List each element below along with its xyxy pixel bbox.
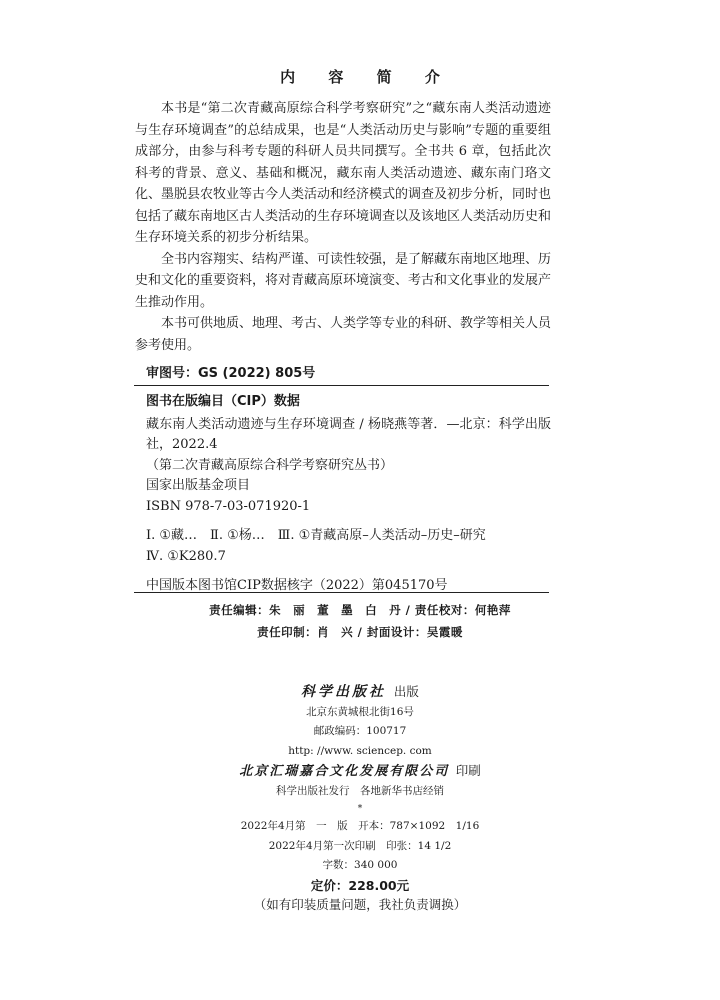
printing-info: 2022年4月第一次印刷 印张：14 1/2	[268, 839, 452, 852]
publisher-postcode: 邮政编码：100717	[313, 725, 407, 737]
cip-classification: Ⅳ. ①K280.7	[146, 548, 226, 564]
cip-isbn: ISBN 978-7-03-071920-1	[146, 498, 311, 514]
distribution: 科学出版社发行 各地新华书店经销	[276, 784, 444, 797]
print-design-line: 责任印制：肖 兴 / 封面设计：吴霞暖	[257, 625, 463, 639]
cip-record-number: 中国版本图书馆CIP数据核字（2022）第045170号	[146, 578, 448, 593]
printer-line	[0, 761, 720, 782]
word-count: 字数：340 000	[322, 859, 398, 871]
printer-name: 北京汇瑞嘉合文化发展有限公司	[239, 764, 450, 779]
publisher-address: 北京东黄城根北街16号	[306, 705, 414, 718]
publisher-suffix: 出版	[393, 684, 419, 699]
divider	[134, 385, 549, 386]
map-review-number: 审图号：GS (2022) 805号	[146, 366, 316, 381]
quality-note: （如有印装质量问题，我社负责调换）	[253, 897, 467, 912]
publisher-url: http: //www. sciencep. com	[288, 744, 432, 757]
cip-fund: 国家出版基金项目	[146, 478, 251, 493]
publisher-name: 科学出版社	[301, 684, 387, 700]
cip-heading: 图书在版编目（CIP）数据	[146, 394, 300, 409]
summary-paragraph: 本书是“第二次青藏高原综合科学考察研究”之“藏东南人类活动遗迹与生存环境调查”的总结成果，也是“人类活动历史与影响”专题的重要组成部分，由参与科考专题的科研人员共同撰写。全书共 6 章，包括此次科考的背景、意义、基础和概况，藏东南人类活动遗迹、藏东南门珞文化、墨脱县农牧业等古今人类活动和经济模式的调查及初步分析，同时也包括了藏东南地区古人类活动的生存环境调查以及该地区人类活动历史和生存环境关系的初步分析结果。	[135, 101, 552, 245]
printer-suffix: 印刷	[455, 763, 481, 778]
editors-line: 责任编辑：朱 丽 董 墨 白 丹 / 责任校对：何艳萍	[209, 603, 511, 617]
summary-paragraph: 本书可供地质、地理、考古、人类学等专业的科研、教学等相关人员参考使用。	[135, 316, 552, 353]
page-title: 内 容 简 介	[280, 68, 454, 86]
summary-paragraph: 全书内容翔实、结构严谨、可读性较强，是了解藏东南地区地理、历史和文化的重要资料，将对青藏高原环境演变、考古和文化事业的发展产生推动作用。	[135, 251, 552, 310]
cip-classification: Ⅰ. ①藏… Ⅱ. ①杨… Ⅲ. ①青藏高原–人类活动–历史–研究	[146, 528, 486, 543]
divider	[134, 592, 549, 593]
cip-block	[146, 392, 551, 597]
content-summary	[135, 98, 551, 356]
cip-series: （第二次青藏高原综合科学考察研究丛书）	[146, 457, 394, 473]
publisher-line	[0, 682, 720, 703]
separator-star: *	[357, 804, 363, 814]
price: 定价：228.00元	[310, 877, 410, 893]
credits	[0, 599, 720, 643]
publisher-block	[0, 682, 720, 915]
cip-bibliographic: 藏东南人类活动遗迹与生存环境调查 / 杨晓燕等著．—北京：科学出版社，2022.4	[146, 416, 551, 452]
edition-info: 2022年4月第 一 版 开本：787×1092 1/16	[240, 820, 480, 832]
